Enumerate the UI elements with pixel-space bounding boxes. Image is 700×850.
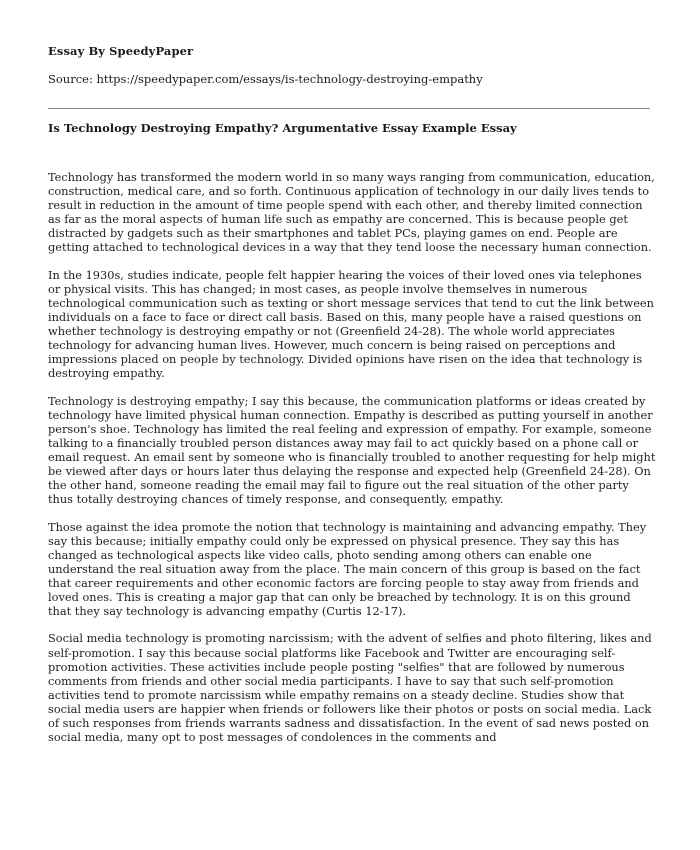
essay-paragraph-1: Technology has transformed the modern world in so many ways ranging from communication, education, construction, medical care, and so forth. Continuous application of technology in our daily lives tends to result in reduction in the amount of time people spend with each other, and thereby limited connection as far as the moral aspects of human life such as empathy are concerned. This is because people get distracted by gadgets such as their smartphones and tablet PCs, playing games on end. People are getting attached to technological devices in a way that they tend loose the necessary human connection. [48, 170, 655, 255]
header-divider [48, 108, 650, 109]
essay-body [48, 170, 656, 757]
essay-paragraph-2: In the 1930s, studies indicate, people felt happier hearing the voices of their loved ones via telephones or physical visits. This has changed; in most cases, as people involve themselves in numerous technological communication such as texting or short message services that tend to cut the link between individuals on a face to face or direct call basis. Based on this, many people have a raised questions on whether technology is destroying empathy or not (Greenfield 24-28). The whole world appreciates technology for advancing human lives. However, much concern is being raised on perceptions and impressions placed on people by technology. Divided opinions have risen on the idea that technology is destroying empathy. [48, 267, 654, 381]
essay-paragraph-3: Technology is destroying empathy; I say this because, the communication platforms or ideas created by technology have limited physical human connection. Empathy is described as putting yourself in another person's shoe. Technology has limited the real feeling and expression of empathy. For example, someone talking to a financially troubled person distances away may fail to act quickly based on a phone call or email request. An email sent by someone who is financially troubled to another requesting for help might be viewed after days or hours later thus delaying the response and expected help (Greenfield 24-28). On the other hand, someone reading the email may fail to figure out the real situation of the other party thus totally destroying chances of timely response, and consequently, empathy. [48, 393, 656, 507]
essay-paragraph-4: Those against the idea promote the notion that technology is maintaining and advancing empathy. They say this because; initially empathy could only be expressed on physical presence. They say this has changed as technological aspects like video calls, photo sending among others can enable one understand the real situation away from the place. The main concern of this group is based on the fact that career requirements and other economic factors are forcing people to stay away from friends and loved ones. This is creating a major gap that can only be breached by technology. It is on this ground that they say technology is advancing empathy (Curtis 12-17). [48, 519, 647, 619]
document-brand: Essay By SpeedyPaper [48, 44, 194, 58]
essay-title: Is Technology Destroying Empathy? Argumentative Essay Example Essay [48, 121, 517, 135]
document-source: Source: https://speedypaper.com/essays/is-technology-destroying-empathy [48, 72, 483, 86]
essay-paragraph-5: Social media technology is promoting narcissism; with the advent of selfies and photo filtering, likes and self-promotion. I say this because social platforms like Facebook and Twitter are encouraging self-promotion activities. These activities include people posting "selfies" that are followed by numerous comments from friends and other social media participants. I have to say that such self-promotion activities tend to promote narcissism while empathy remains on a steady decline. Studies show that social media users are happier when friends or followers like their photos or posts on social media. Lack of such responses from friends warrants sadness and dissatisfaction. In the event of sad news posted on social media, many opt to post messages of condolences in the comments and [48, 631, 652, 745]
